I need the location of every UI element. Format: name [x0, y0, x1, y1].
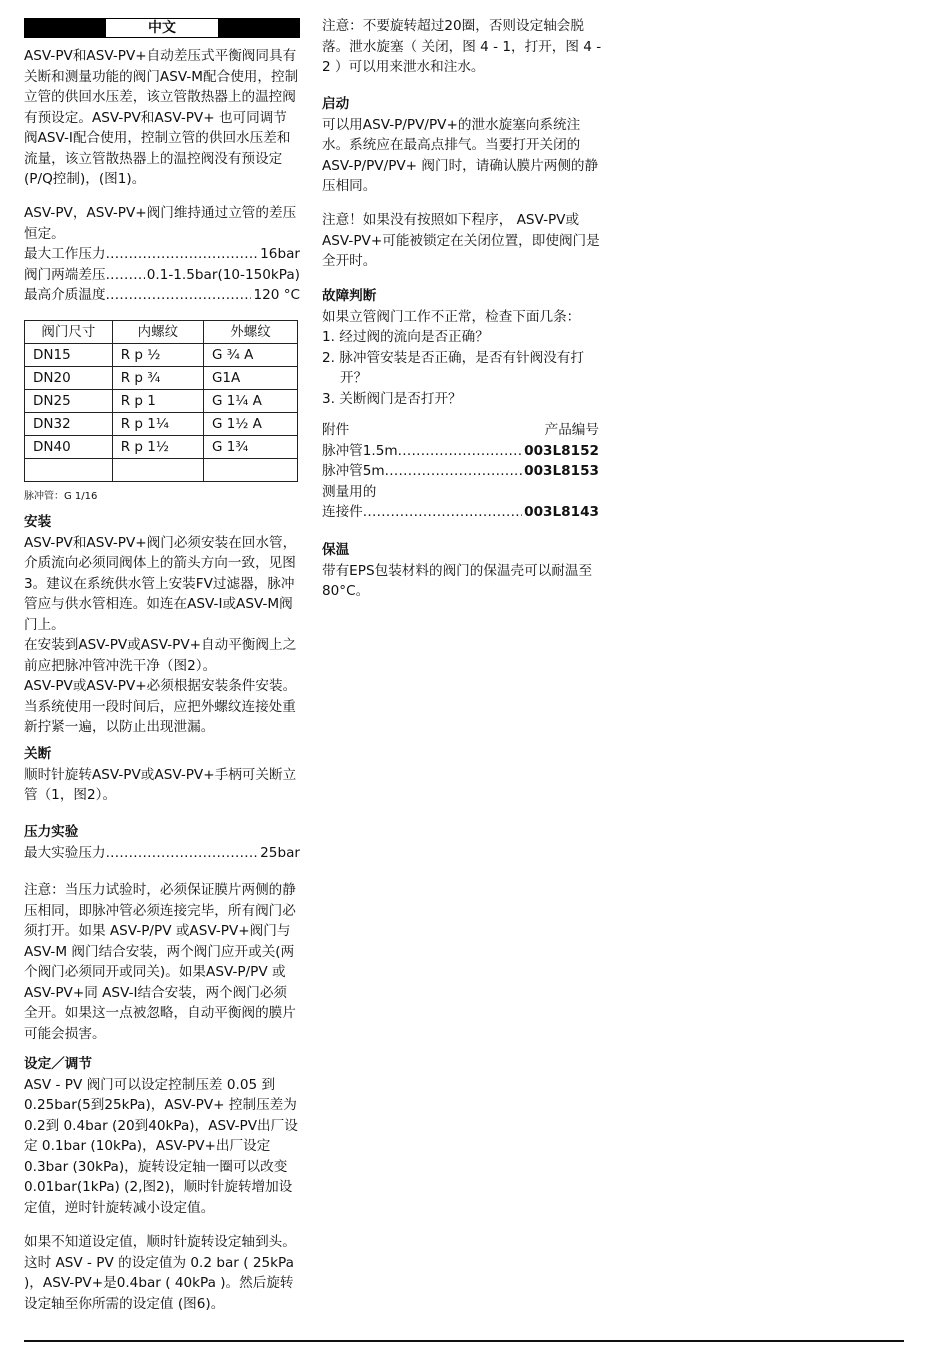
- accessory-row: 脉冲管5m ..... 003L8153: [322, 461, 599, 482]
- setting-note-text: 注意：不要旋转超过20圈，否则设定轴会脱落。泄水旋塞（ 关闭，图 4 - 1，打开，图 4 - 2 ）可以用来泄水和注水。: [322, 18, 602, 75]
- valve-size-table: [24, 320, 298, 482]
- accessory-row: 脉冲管1.5m ..... 003L8152: [322, 441, 599, 462]
- table-header-cell: 外螺纹: [203, 321, 297, 344]
- language-header-bar: [24, 18, 300, 38]
- impulse-tube-footnote: 脉冲管：G 1/16: [24, 491, 98, 502]
- startup-section: [322, 94, 602, 197]
- startup-paragraph: 可以用ASV-P/PV/PV+的泄水旋塞向系统注水。系统应在最高点排气。当要打开关闭的 ASV-P/PV/PV+ 阀门时，请确认膜片两侧的静压相同。: [322, 116, 599, 194]
- setting-paragraph-2: 如果不知道设定值，顺时针旋转设定轴到头。这时 ASV - PV 的设定值为 0.2 bar ( 25kPa )，ASV-PV+是0.4bar ( 40kPa )。然后旋转设定轴至你所需的设定值 (图6)。: [24, 1234, 296, 1312]
- table-cell: DN20: [25, 367, 113, 390]
- table-cell: G1A: [203, 367, 297, 390]
- install-paragraph-3: ASV-PV或ASV-PV+必须根据安装条件安装。当系统使用一段时间后，应把外螺纹连接处重新拧紧一遍，以防止出现泄漏。: [24, 678, 297, 735]
- setting-title: 设定／调节: [24, 1056, 92, 1072]
- table-cell: G 1¾: [203, 436, 297, 459]
- troubleshooting-title: 故障判断: [322, 288, 377, 304]
- table-cell: R p 1: [112, 390, 203, 413]
- accessory-measure-label: 测量用的: [322, 483, 377, 500]
- troubleshooting-intro: 如果立管阀门工作不正常，检查下面几条：: [322, 308, 581, 325]
- pressure-test-note: [24, 880, 300, 1044]
- table-cell: DN32: [25, 413, 113, 436]
- table-row: [25, 367, 298, 390]
- intro-specs: [24, 203, 300, 306]
- table-cell: R p 1¼: [112, 413, 203, 436]
- spec-max-pressure: 最大工作压力 ..... 16bar: [24, 244, 300, 265]
- list-item: 3. 关断阀门是否打开？: [322, 390, 462, 407]
- table-header-cell: 内螺纹: [112, 321, 203, 344]
- table-header-cell: 阀门尺寸: [25, 321, 113, 344]
- list-item: 1. 经过阀的流向是否正确？: [322, 329, 489, 345]
- accessories-header: [322, 420, 599, 441]
- lock-warning-text: 注意！如果没有按照如下程序， ASV-PV或ASV-PV+可能被锁定在关闭位置，即使阀门是全开时。: [322, 212, 600, 269]
- startup-title: 启动: [322, 96, 350, 112]
- install-paragraph-1: ASV-PV和ASV-PV+阀门必须安装在回水管，介质流向必须同阀体上的箭头方向一致，见图3。建议在系统供水管上安装FV过滤器，脉冲管应与供水管相连。如连在ASV-I或ASV-M阀门上。: [24, 534, 297, 633]
- insulation-title: 保温: [322, 542, 350, 558]
- list-item: 2. 脉冲管安装是否正确，是否有针阀没有打开？: [322, 349, 584, 386]
- shutoff-title: 关断: [24, 746, 52, 762]
- table-row: [25, 344, 298, 367]
- bottom-divider: [24, 1340, 904, 1342]
- table-cell: G 1½ A: [203, 413, 297, 436]
- table-cell: [25, 459, 113, 482]
- shutoff-paragraph: 顺时针旋转ASV-PV或ASV-PV+手柄可关断立管（1，图2）。: [24, 766, 297, 803]
- table-row: [25, 413, 298, 436]
- pressure-test-note-text: 注意：当压力试验时，必须保证膜片两侧的静压相同，即脉冲管必须连接完毕，所有阀门必须打开。如果 ASV-P/PV 或ASV-PV+阀门与 ASV-M 阀门结合安装，两个阀门应开或关(两个阀门必须同开或同关)。如果ASV-P/PV 或ASV-PV+同 ASV-I结合安装，两个阀门必须全开。如果这一点被忽略，自动平衡阀的膜片可能会损害。: [24, 882, 296, 1042]
- intro-section: [24, 46, 300, 190]
- setting-section: [24, 1054, 300, 1218]
- table-cell: R p 1½: [112, 436, 203, 459]
- table-header-row: [25, 321, 298, 344]
- install-paragraph-2: 在安装到ASV-PV或ASV-PV+自动平衡阀上之前应把脉冲管冲洗干净（图2）。: [24, 637, 297, 674]
- pressure-test-section: [24, 822, 300, 863]
- spec-max-temperature: 最高介质温度 ..... 120 °C: [24, 285, 300, 306]
- troubleshooting-section: [322, 286, 602, 409]
- insulation-section: [322, 540, 602, 602]
- table-cell: DN25: [25, 390, 113, 413]
- install-section: [24, 512, 300, 738]
- table-cell: R p ¾: [112, 367, 203, 390]
- intro-paragraph-2: ASV-PV，ASV-PV+阀门维持通过立管的差压恒定。: [24, 205, 297, 242]
- accessories-code-title: 产品编号: [544, 422, 599, 438]
- table-row: [25, 459, 298, 482]
- install-title: 安装: [24, 514, 52, 530]
- spec-diff-pressure: 阀门两端差压 ..... 0.1-1.5bar(10-150kPa): [24, 265, 300, 286]
- pressure-test-title: 压力实验: [24, 824, 79, 840]
- accessories-title: 附件: [322, 422, 350, 438]
- insulation-paragraph: 带有EPS包装材料的阀门的保温壳可以耐温至80°C。: [322, 562, 593, 599]
- table-cell: R p ½: [112, 344, 203, 367]
- table-cell: [112, 459, 203, 482]
- setting-paragraph-1: ASV - PV 阀门可以设定控制压差 0.05 到0.25bar(5到25kPa)，ASV-PV+ 控制压差为0.2到 0.4bar (20到40kPa)，ASV-PV出厂设定 0.1bar (10kPa)，ASV-PV+出厂设定 0.3bar (30kPa)，旋转设定轴一圈可以改变 0.01bar(1kPa) (2,图2)，顺时针旋转增加设定值，逆时针旋转减小设定值。: [24, 1076, 298, 1216]
- table-cell: G 1¼ A: [203, 390, 297, 413]
- max-test-pressure: 最大实验压力 ..... 25bar: [24, 843, 300, 864]
- table-row: [25, 390, 298, 413]
- shutoff-section: [24, 744, 300, 806]
- setting-note: [322, 16, 602, 78]
- table-cell: DN15: [25, 344, 113, 367]
- table-cell: [203, 459, 297, 482]
- table-cell: G ¾ A: [203, 344, 297, 367]
- accessories-section: [322, 420, 599, 523]
- intro-paragraph: ASV-PV和ASV-PV+自动差压式平衡阀同具有关断和测量功能的阀门ASV-M配合使用，控制立管的供回水压差，该立管散热器上的温控阀有预设定。ASV-PV和ASV-PV+ 也可同调节阀ASV-I配合使用，控制立管的供回水压差和流量，该立管散热器上的温控阀没有预设定(P/Q控制)，(图1)。: [24, 48, 299, 187]
- table-cell: DN40: [25, 436, 113, 459]
- language-label: 中文: [106, 19, 218, 37]
- lock-warning: [322, 210, 602, 272]
- accessory-row: 连接件 ..... 003L8143: [322, 502, 599, 523]
- setting-section-2: [24, 1232, 300, 1314]
- table-row: [25, 436, 298, 459]
